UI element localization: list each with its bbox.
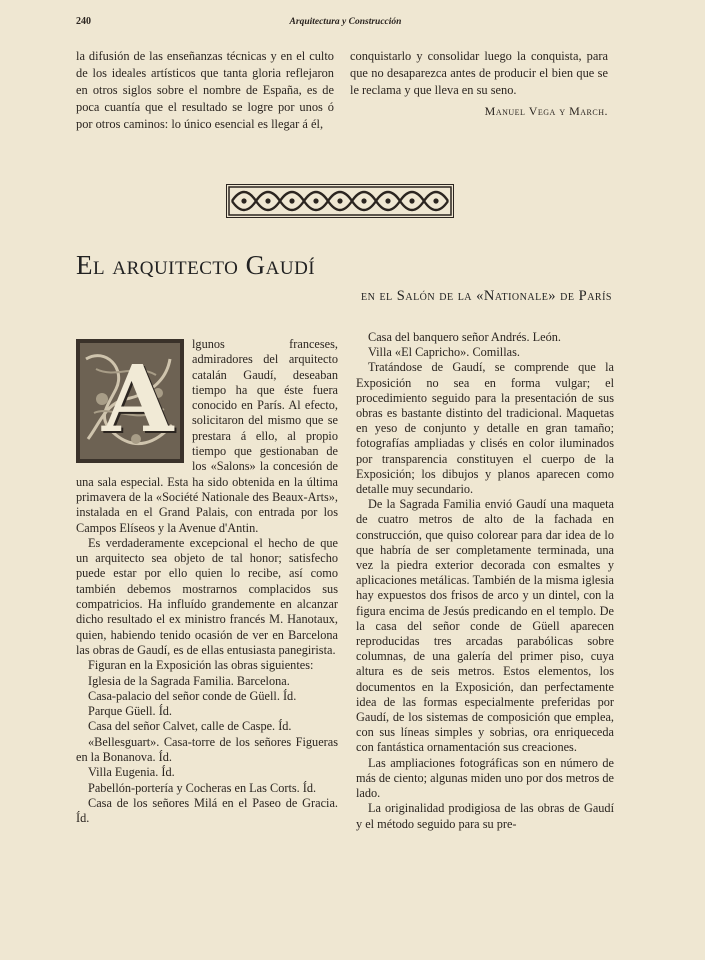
previous-article-left-column (76, 48, 334, 133)
works-list-item: Casa del banquero señor Andrés. León. (368, 330, 561, 344)
works-list-item: Casa del señor Calvet, calle de Caspe. Íd. (88, 719, 292, 734)
article-paragraph-7: La originalidad prodigiosa de las obras de Gaudí y el método seguido para su pre- (356, 801, 614, 831)
works-list-item: Casa-palacio del señor conde de Güell. Íd. (88, 688, 297, 703)
article-right-column (356, 330, 614, 832)
decorated-initial (76, 339, 184, 463)
author-signature: Manuel Vega y March. (484, 104, 608, 119)
works-list-item: Pabellón-portería y Cocheras en Las Corts. Íd. (88, 780, 317, 795)
article-paragraph-4: Tratándose de Gaudí, se comprende que la Exposición no sea en forma vulgar; el procedimiento seguido para la presentación de sus obras es bastante distinto del tradicional. Maquetas en yeso de conjunto y detalle en gran tamaño; fotografías ampliadas y clisés en color iluminados por transparencia constituyen el cuerpo de la Exposición; los dibujos y planos aparecen como detalle muy secundario. (356, 360, 614, 497)
works-list-item: Villa «El Capricho». Comillas. (368, 345, 520, 360)
works-list-item: Iglesia de la Sagrada Familia. Barcelona. (88, 673, 290, 688)
dropcap-letter: A (102, 345, 174, 453)
previous-article-left-text: la difusión de las enseñanzas técnicas y en el culto de los ideales artísticos que tanta gloria reflejaron en otros siglos sobre el nombre de España, es de poca cuantía que el resultado se logre por unos ó por otros caminos: lo único esencial es llegar á él, (76, 49, 334, 132)
article-paragraph-5: De la Sagrada Familia envió Gaudí una maqueta de cuatro metros de alto de la fachada en construcción, que quiso colorear para dar idea de lo que habría de ser completamente terminada, una vez la piedra exterior decorada con esmaltes y aplicaciones metálicas. También de la misma iglesia hay expuestos dos frisos de arco y un dintel, con la figura encima de Jesús predicando en el templo. De la casa del señor conde de Güell aparecen reproducidas tres arcadas parabólicas sobre columnas, de una galería del primer piso, cuya altura es de seis metros. Estos elementos, los documentos en la Exposición, dan perfectamente idea de las formas especialmente preferidas por Gaudí, de los sistemas de composición que emplea, con sus líneas simples y sobrias, ora enriqueceda con fantástica ornamentación sus creaciones. (356, 497, 614, 755)
previous-article-right-column (350, 48, 608, 120)
page-number: 240 (76, 16, 91, 27)
article-paragraph-3: Figuran en la Exposición las obras siguientes: (88, 658, 314, 673)
works-list-item: Villa Eugenia. Íd. (88, 765, 175, 780)
article-paragraph-1: lgunos franceses, admiradores del arquitecto catalán Gaudí, deseaban tiempo ha que éste fuera conocido en París. Al efecto, solicitaron del mismo que se prestara á ello, al propio tiempo que gestionaban de los «Salons» la concesión de una sala especial. Esta ha sido obtenida en la última primavera de la «Société Nationale des Beaux-Arts», instalada en el Grand Palais, con entrada por los Campos Elíseos y la Avenue d'Antin. (76, 337, 338, 535)
article-left-column (76, 337, 338, 827)
ornamental-band (226, 184, 454, 218)
works-list-item: «Bellesguart». Casa-torre de los señores Figueras en la Bonanova. Íd. (76, 734, 338, 765)
article-subtitle: en el Salón de la «Nationale» de París (360, 288, 612, 304)
article-paragraph-6: Las ampliaciones fotográficas son en número de más de ciento; algunas miden uno por dos metros de lado. (356, 755, 614, 801)
article-paragraph-2: Es verdaderamente excepcional el hecho de que un arquitecto sea objeto de tal honor; satisfecho puede estar por ello quien lo recibe, así como también debemos mostrarnos complacidos sus compatricios. Ha influído grandemente en alcanzar dicho resultado el ex ministro francés M. Hanotaux, quien, habiendo tenido ocasión de ver en Barcelona las obras de Gaudí, es de ellas entusiasta panegirista. (76, 535, 338, 657)
previous-article-right-text: conquistarlo y consolidar luego la conquista, para que no desaparezca antes de producir el bien que se le reclama y que lleva en su seno. (350, 49, 608, 98)
article-title: El arquitecto Gaudí (76, 250, 316, 280)
works-list-item: Casa de los señores Milá en el Paseo de Gracia. Íd. (76, 795, 338, 826)
running-title: Arquitectura y Construcción (289, 17, 402, 27)
running-header (76, 16, 615, 32)
works-list-item: Parque Güell. Íd. (88, 704, 173, 719)
